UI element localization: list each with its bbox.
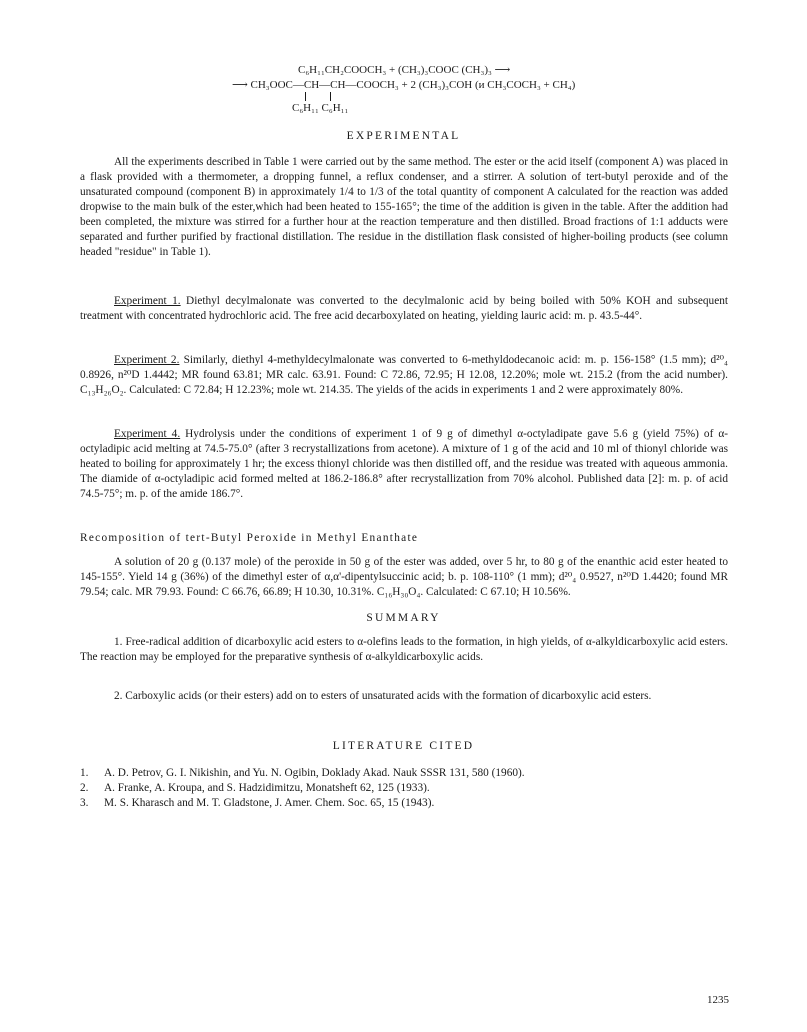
recomposition-text: A solution of 20 g (0.137 mole) of the peroxide in 50 g of the ester was added, over 5 hr, to 80 g of the enanthic acid ester heated to 145-155°. Yield 14 g (36%) of the dimethyl ester of α,α'-dipentylsuccinic acid; b. p. 108-110° (1 mm); d²⁰₄ 0.9527, n²⁰D 1.4420; found MR 79.54; calc. MR 79.93. Found: C 66.76, 66.89; H 10.30, 10.31%. C₁₆H₃₀O₄. Calculated: C 67.10; H 10.56%. — [80, 556, 728, 598]
summary-heading: SUMMARY — [366, 612, 441, 624]
experimental-intro-text: All the experiments described in Table 1 were carried out by the same method. The ester or the acid itself (component A) was placed in a flask provided with a thermometer, a dropping funnel, a reflux condenser, and a stirrer. A solution of tert-butyl peroxide and of the unsaturated compound (component B) in approximately 1/4 to 1/3 of the total quantity of component A calculated for the reaction was added dropwise to the main bulk of the ester,which had been heated to 155-165°; the time of the addition is given in the table. After the addition had been completed, the mixture was stirred for a further hour at the reaction temperature and then distilled. Broad fractions of 1:1 adducts were separated and further purified by fractional distillation. The residue in the distillation flask consisted of higher-boiling products (see column headed "residue" in Table 1). — [80, 156, 728, 258]
experiment-2-label: Experiment 2. — [114, 354, 180, 366]
experiment-1 — [80, 294, 728, 324]
experiment-1-label: Experiment 1. — [114, 295, 181, 307]
bond-line — [330, 92, 331, 101]
summary-item-2-text: 2. Carboxylic acids (or their esters) add on to esters of unsaturated acids with the formation of dicarboxylic acid esters. — [114, 690, 652, 702]
reference-item — [80, 781, 728, 796]
summary-item-1-text: 1. Free-radical addition of dicarboxylic acid esters to α-olefins leads to the formation, in high yields, of α-alkyldicarboxylic acid esters. The reaction may be employed for the preparative synthesis of α-alkyldicarboxylic acids. — [80, 636, 728, 663]
reference-item — [80, 766, 728, 781]
experimental-heading: EXPERIMENTAL — [346, 130, 461, 142]
experiment-4-text: Hydrolysis under the conditions of experiment 1 of 9 g of dimethyl α-octyladipate gave 5.6 g (yield 75%) of α-octyladipic acid melting at 74.5-75.0° (after 3 recrystallizations from acetone). A mixture of 1 g of the acid and 10 ml of thionyl chloride was heated to boiling for approximately 1 hr; the excess thionyl chloride was then distilled off, and the residue was treated with aqueous ammonia. The diamide of α-octyladipic acid formed melted at 186.2-186.8° after recrystallization from 70% alcohol. Published data [2]: m. p. of acid 74.5-75°; m. p. of the amide 186.7°. — [80, 428, 728, 500]
reference-item — [80, 796, 728, 811]
reference-number: 2. — [80, 782, 89, 794]
equation-line-1: C₆H₁₁CH₂COOCH₃ + (CH₃)₃COOC (CH₃)₃ ⟶ — [298, 64, 511, 76]
experiment-1-text: Diethyl decylmalonate was converted to the decylmalonic acid by being boiled with 50% KOH and subsequent treatment with concentrated hydrochloric acid. The free acid decarboxylated on heating, yielding lauric acid: m. p. 43.5-44°. — [80, 295, 728, 322]
reference-number: 1. — [80, 767, 89, 779]
experiment-4-label: Experiment 4. — [114, 428, 181, 440]
bond-line — [305, 92, 306, 101]
recomposition-paragraph — [80, 555, 728, 600]
experimental-intro — [80, 155, 728, 260]
reference-text: M. S. Kharasch and M. T. Gladstone, J. Amer. Chem. Soc. 65, 15 (1943). — [104, 797, 435, 809]
experiment-2 — [80, 353, 728, 398]
recomposition-heading: Recomposition of tert-Butyl Peroxide in Methyl Enanthate — [80, 532, 419, 544]
reference-text: A. D. Petrov, G. I. Nikishin, and Yu. N. Ogibin, Doklady Akad. Nauk SSSR 131, 580 (1960). — [104, 767, 525, 779]
page-number: 1235 — [707, 994, 729, 1006]
experiment-4 — [80, 427, 728, 502]
equation-line-3: C₆H₁₁ C₆H₁₁ — [292, 102, 349, 114]
literature-heading: LITERATURE CITED — [332, 740, 475, 752]
reference-text: A. Franke, A. Kroupa, and S. Hadzidimitzu, Monatsheft 62, 125 (1933). — [104, 782, 430, 794]
summary-item-1 — [80, 635, 728, 665]
experiment-2-text: Similarly, diethyl 4-methyldecylmalonate was converted to 6-methyldodecanoic acid: m. p. 156-158° (1.5 mm); d²⁰₄ 0.8926, n²⁰D 1.4442; MR found 63.81; MR calc. 63.91. Found: C 72.86, 72.95; H 12.08, 12.20%; mole wt. 215.2 (from the acid number). C₁₃H₂₆O₂. Calculated: C 72.84; H 12.23%; mole wt. 214.35. The yields of the acids in experiments 1 and 2 were approximately 80%. — [80, 354, 728, 396]
summary-item-2 — [80, 689, 728, 704]
reference-number: 3. — [80, 797, 89, 809]
references-list — [80, 766, 728, 811]
equation-line-2: ⟶ CH₃OOC—CH—CH—COOCH₃ + 2 (CH₃)₃COH (и CH₃COCH₃ + CH₄) — [232, 79, 576, 91]
